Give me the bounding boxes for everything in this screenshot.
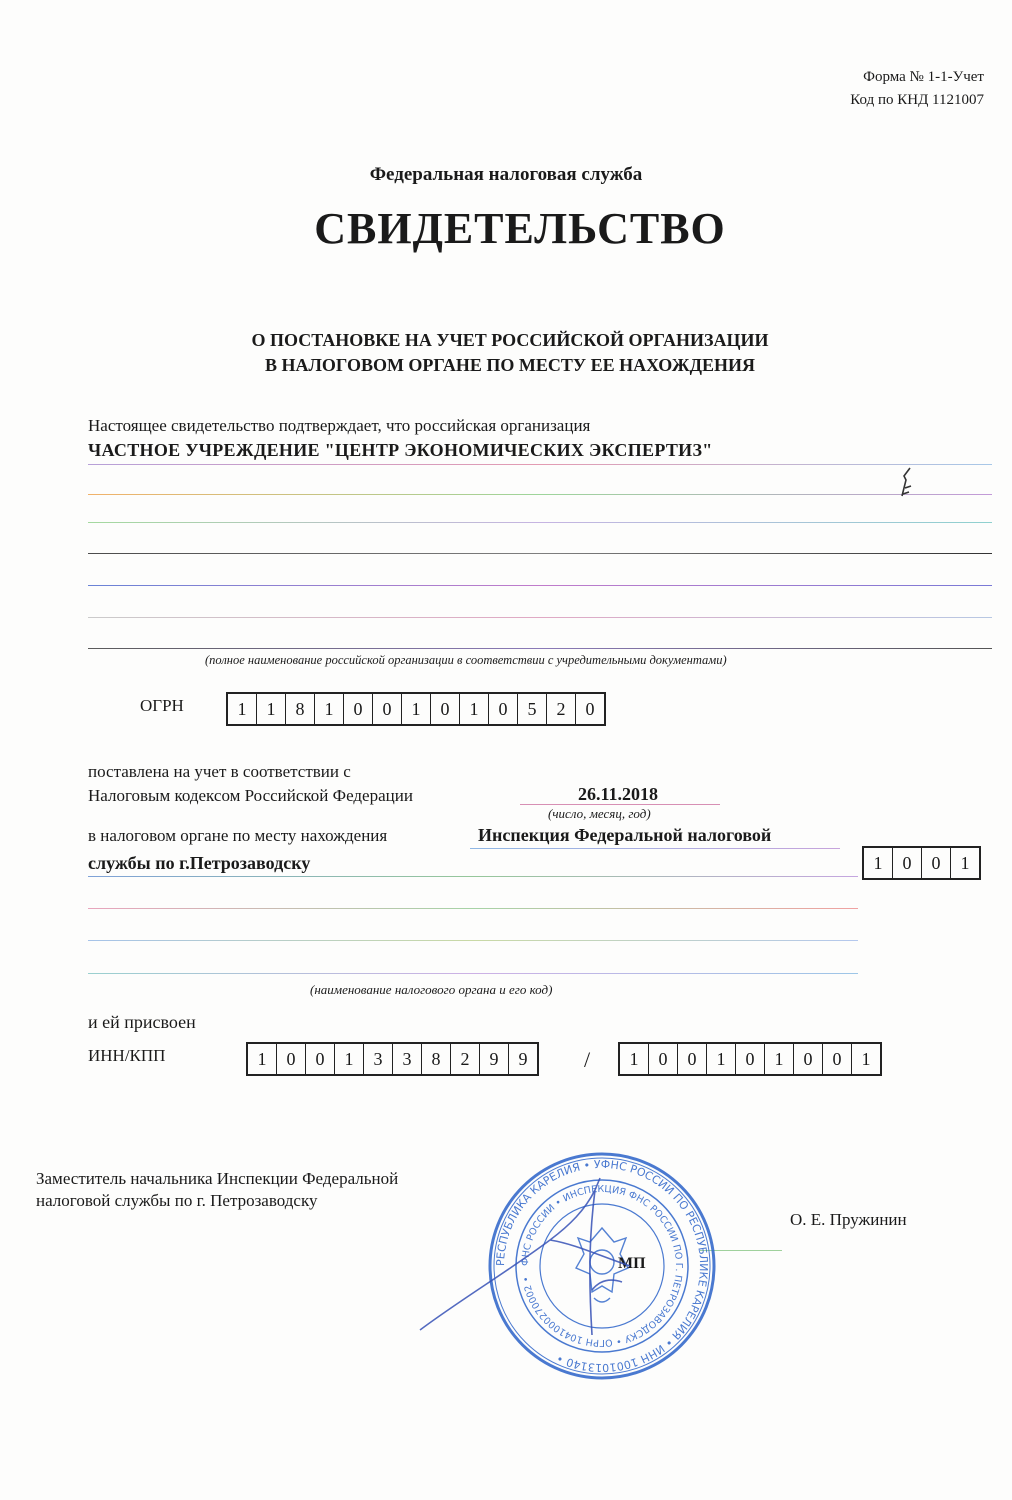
kpp-digit: 1 [861, 1048, 871, 1069]
registered-line-1: поставлена на учет в соответствии с [88, 762, 351, 781]
registration-date: 26.11.2018 [578, 784, 659, 804]
inn-digit: 2 [451, 1044, 480, 1074]
inn-digit: 9 [518, 1048, 528, 1069]
ogrn-digit: 1 [402, 694, 431, 724]
stamp-outer-text: РЕСПУБЛИКА КАРЕЛИЯ • УФНС РОССИИ ПО РЕСПУБЛИКЕ КАРЕЛИЯ • ИНН 1001013140 • [493, 1157, 711, 1375]
ogrn-label: ОГРН [140, 696, 184, 715]
inn-cells [246, 1042, 539, 1076]
document-title: СВИДЕТЕЛЬСТВО [314, 204, 726, 253]
ogrn-digit: 1 [257, 694, 286, 724]
kpp-digit: 1 [707, 1044, 736, 1074]
ogrn-digit: 2 [547, 694, 576, 724]
ogrn-digit: 1 [228, 694, 257, 724]
ogrn-digit: 1 [315, 694, 344, 724]
inn-digit: 0 [306, 1044, 335, 1074]
ogrn-digit: 0 [585, 698, 595, 719]
ogrn-digit: 0 [344, 694, 373, 724]
tax-authority-caption: (наименование налогового органа и его код) [310, 982, 553, 997]
subtitle-line-2: В НАЛОГОВОМ ОРГАНЕ ПО МЕСТУ ЕЕ НАХОЖДЕНИЯ [265, 355, 755, 375]
signatory-position [36, 1168, 398, 1212]
inn-digit: 3 [393, 1044, 422, 1074]
ogrn-digit: 0 [373, 694, 402, 724]
inn-kpp-label: ИНН/КПП [88, 1046, 166, 1065]
org-rule-7 [88, 648, 992, 649]
agency-name: Федеральная налоговая служба [369, 164, 643, 185]
kpp-digit: 1 [765, 1044, 794, 1074]
org-name-caption: (полное наименование российской организации в соответствии с учредительными документами) [205, 653, 727, 667]
kpp-cells [618, 1042, 882, 1076]
knd-code: Код по КНД 1121007 [850, 92, 984, 108]
kpp-digit: 0 [823, 1044, 852, 1074]
org-rule-5 [88, 585, 992, 586]
inn-digit: 1 [335, 1044, 364, 1074]
intro-text: Настоящее свидетельство подтверждает, что российская организация [88, 416, 591, 435]
tax-rule-5 [88, 973, 858, 974]
ogrn-digit: 8 [286, 694, 315, 724]
inn-digit: 0 [277, 1044, 306, 1074]
inn-kpp-separator: / [584, 1047, 591, 1072]
tax-authority-code-cells [862, 846, 981, 880]
form-meta [850, 66, 984, 112]
kpp-digit: 0 [678, 1044, 707, 1074]
ogrn-digit: 0 [489, 694, 518, 724]
subtitle-line-1: О ПОСТАНОВКЕ НА УЧЕТ РОССИЙСКОЙ ОРГАНИЗАЦИИ [251, 330, 769, 350]
document-subtitle [0, 328, 1012, 378]
signatory-name: О. Е. Пружинин [790, 1210, 907, 1229]
tax-code-digit: 1 [864, 848, 893, 878]
inn-digit: 8 [422, 1044, 451, 1074]
org-rule-3 [88, 522, 992, 523]
inn-digit: 9 [480, 1044, 509, 1074]
kpp-digit: 0 [794, 1044, 823, 1074]
registered-line-2: Налоговым кодексом Российской Федерации [88, 786, 413, 805]
form-number: Форма № 1-1-Учет [863, 69, 984, 85]
signatory-position-line-1: Заместитель начальника Инспекции Федеральной [36, 1169, 399, 1188]
org-rule-2 [88, 494, 992, 495]
kpp-digit: 0 [649, 1044, 678, 1074]
handwritten-signature [400, 1170, 660, 1360]
assigned-text: и ей присвоен [88, 1012, 196, 1032]
tax-rule-1 [470, 848, 840, 849]
org-rule-4 [88, 553, 992, 554]
organization-name: ЧАСТНОЕ УЧРЕЖДЕНИЕ "ЦЕНТР ЭКОНОМИЧЕСКИХ ЭКСПЕРТИЗ" [88, 440, 713, 460]
tax-rule-2 [88, 876, 858, 877]
org-rule-6 [88, 617, 992, 618]
inn-digit: 1 [248, 1044, 277, 1074]
stamp-inner-text: ФНС РОССИИ • ИНСПЕКЦИЯ ФНС РОССИИ ПО Г. ПЕТРОЗАВОДСКУ • ОГРН 1041000270002 • [519, 1183, 685, 1349]
stamp-place-mark: МП [618, 1255, 646, 1272]
inn-digit: 3 [364, 1044, 393, 1074]
ogrn-digit: 1 [460, 694, 489, 724]
kpp-digit: 0 [736, 1044, 765, 1074]
ogrn-digit: 5 [518, 694, 547, 724]
kpp-digit: 1 [620, 1044, 649, 1074]
tax-authority-name-2: службы по г.Петрозаводску [88, 853, 311, 873]
date-rule [520, 804, 720, 805]
signatory-position-line-2: налоговой службы по г. Петрозаводску [36, 1191, 318, 1210]
date-caption: (число, месяц, год) [548, 806, 651, 821]
ogrn-digit: 0 [431, 694, 460, 724]
tax-authority-prefix: в налоговом органе по месту нахождения [88, 826, 388, 845]
org-rule-1 [88, 464, 992, 465]
tax-rule-3 [88, 908, 858, 909]
tax-code-digit: 1 [960, 852, 970, 873]
tax-rule-4 [88, 940, 858, 941]
tax-code-digit: 0 [922, 848, 951, 878]
tax-code-digit: 0 [893, 848, 922, 878]
ogrn-cells [226, 692, 606, 726]
margin-scribble [896, 466, 920, 502]
tax-authority-name-1: Инспекция Федеральной налоговой [478, 825, 772, 845]
